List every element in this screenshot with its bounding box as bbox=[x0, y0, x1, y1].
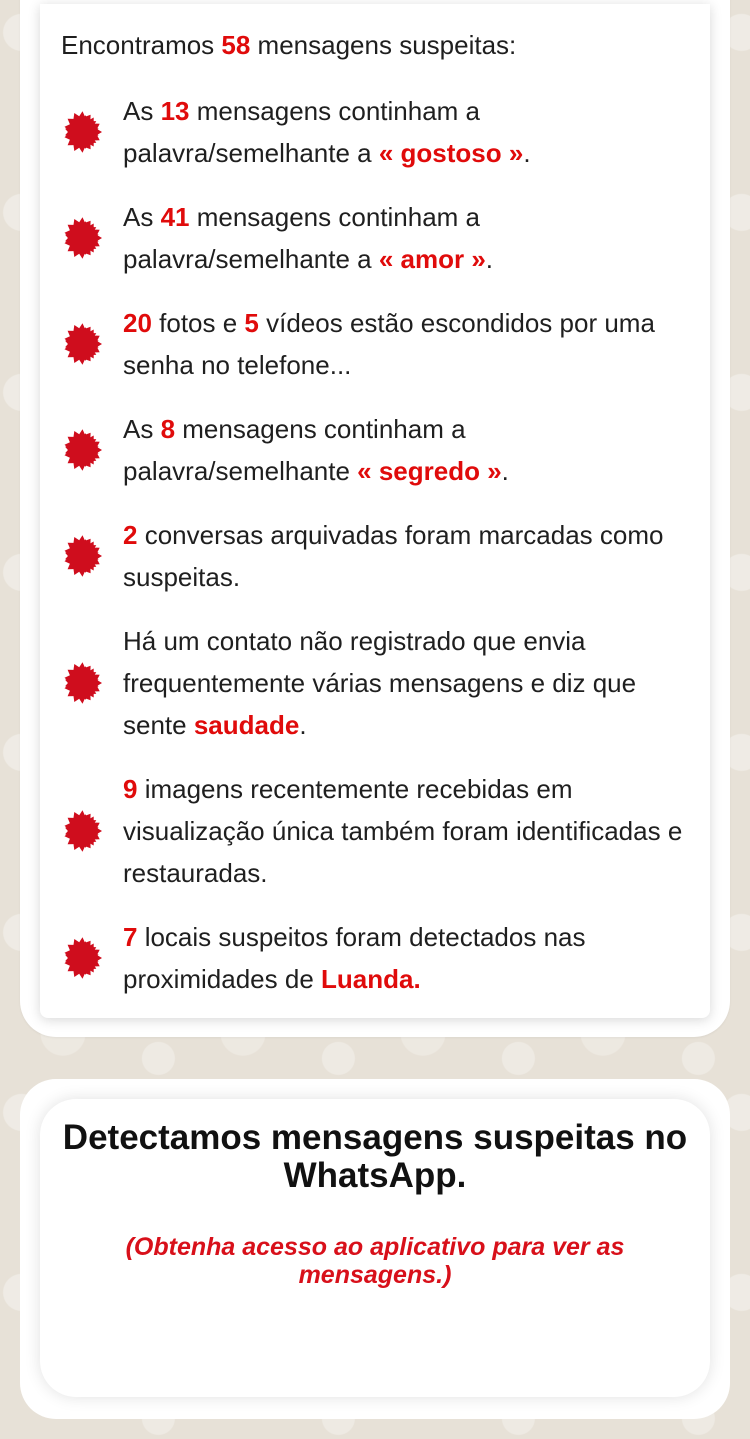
finding-count: 13 bbox=[160, 96, 190, 126]
suspicious-count: 58 bbox=[221, 30, 251, 60]
finding-text: As 13 mensagens continham a palavra/semelhante a « gostoso ». bbox=[123, 96, 531, 168]
finding-count: 41 bbox=[160, 202, 190, 232]
finding-keyword: « gostoso » bbox=[378, 138, 524, 168]
alert-headline: Detectamos mensagens suspeitas no WhatsApp. bbox=[62, 1118, 688, 1195]
alert-card bbox=[40, 1099, 710, 1397]
finding-text: 7 locais suspeitos foram detectados nas proximidades de Luanda. bbox=[123, 922, 586, 994]
finding-keyword: saudade bbox=[193, 710, 300, 740]
suspicious-messages-report bbox=[40, 4, 710, 1018]
finding-text: 20 fotos e 5 vídeos estão escondidos por uma senha no telefone... bbox=[123, 308, 655, 380]
finding-keyword: Luanda. bbox=[321, 964, 421, 994]
red-starburst-icon bbox=[59, 216, 103, 260]
red-starburst-icon bbox=[59, 661, 103, 705]
finding-count: 20 bbox=[123, 308, 152, 338]
finding-keyword: « segredo » bbox=[357, 456, 502, 486]
finding-count: 5 bbox=[244, 308, 259, 338]
intro-text-end: mensagens suspeitas: bbox=[250, 30, 517, 60]
finding-text: 2 conversas arquivadas foram marcadas como suspeitas. bbox=[123, 520, 664, 592]
red-starburst-icon bbox=[59, 428, 103, 472]
intro-text: Encontramos bbox=[61, 30, 222, 60]
red-starburst-icon bbox=[59, 110, 103, 154]
access-app-note: (Obtenha acesso ao aplicativo para ver as mensagens.) bbox=[125, 1233, 625, 1289]
finding-text: As 41 mensagens continham a palavra/semelhante a « amor ». bbox=[123, 202, 494, 274]
report-intro bbox=[61, 28, 516, 62]
red-starburst-icon bbox=[59, 534, 103, 578]
finding-text: As 8 mensagens continham a palavra/semelhante « segredo ». bbox=[123, 414, 509, 486]
red-starburst-icon bbox=[59, 936, 103, 980]
finding-count: 2 bbox=[123, 520, 138, 550]
finding-keyword: « amor » bbox=[378, 244, 486, 274]
finding-count: 8 bbox=[160, 414, 176, 444]
finding-text: 9 imagens recentemente recebidas em visualização única também foram identificadas e restauradas. bbox=[123, 774, 683, 888]
finding-count: 7 bbox=[123, 922, 138, 952]
red-starburst-icon bbox=[59, 809, 103, 853]
red-starburst-icon bbox=[59, 322, 103, 366]
finding-text: Há um contato não registrado que envia frequentemente várias mensagens e diz que sente saudade. bbox=[123, 626, 637, 740]
finding-count: 9 bbox=[123, 774, 138, 804]
